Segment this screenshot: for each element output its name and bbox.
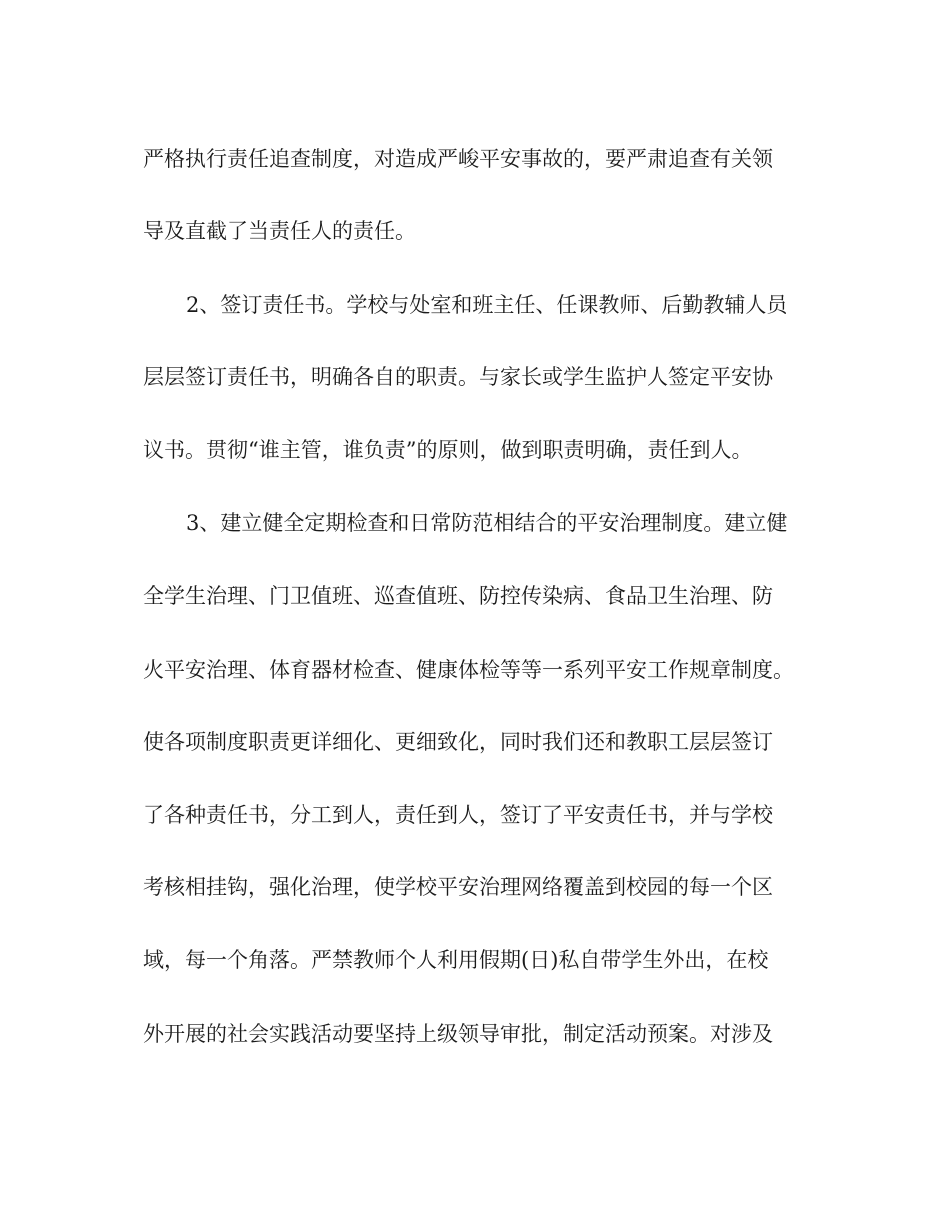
body-text-line: 了各种责任书，分工到人，责任到人，签订了平安责任书，并与学校	[143, 803, 773, 827]
body-text-line: 火平安治理、体育器材检查、健康体检等等一系列平安工作规章制度。	[143, 658, 794, 682]
paragraph-3-first-line: 3、建立健全定期检查和日常防范相结合的平安治理制度。建立健	[186, 511, 788, 535]
body-text-line: 层层签订责任书，明确各自的职责。与家长或学生监护人签定平安协	[143, 365, 773, 389]
paragraph-2-first-line: 2、签订责任书。学校与处室和班主任、任课教师、后勤教辅人员	[186, 293, 788, 317]
body-text-line: 外开展的社会实践活动要坚持上级领导审批，制定活动预案。对涉及	[143, 1022, 773, 1046]
body-text-line: 全学生治理、门卫值班、巡查值班、防控传染病、食品卫生治理、防	[143, 584, 773, 608]
body-text-line: 严格执行责任追查制度，对造成严峻平安事故的，要严肃追查有关领	[143, 147, 773, 171]
body-text-line: 考核相挂钩，强化治理，使学校平安治理网络覆盖到校园的每一个区	[143, 875, 773, 899]
body-text-line: 使各项制度职责更详细化、更细致化，同时我们还和教职工层层签订	[143, 730, 773, 754]
body-text-line: 域，每一个角落。严禁教师个人利用假期(日)私自带学生外出，在校	[143, 948, 769, 972]
body-text-line: 导及直截了当责任人的责任。	[143, 219, 416, 243]
body-text-line: 议书。贯彻“谁主管，谁负责”的原则，做到职责明确，责任到人。	[143, 438, 753, 462]
